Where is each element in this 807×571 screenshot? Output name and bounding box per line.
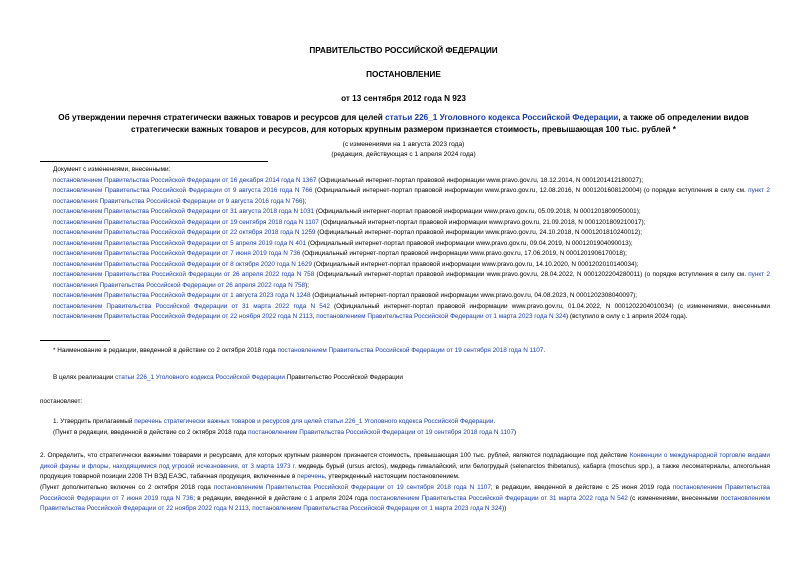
paragraph-text: , <box>248 505 253 512</box>
amendment-link[interactable]: постановлением Правительства Российской Федерации от 19 сентября 2018 года N 1107 <box>213 484 491 491</box>
change-item <box>53 270 770 291</box>
change-link-secondary[interactable]: пункт 2 постановления Правительства Российской Федерации от 26 апреля 2022 года N 758 <box>53 271 770 289</box>
change-text: (Официальный интернет-портал правовой информации www.pravo.gov.ru, 09.04.2019, N 0001201904090013); <box>306 239 633 247</box>
change-text: (Официальный интернет-портал правовой информации www.pravo.gov.ru, 17.06.2019, N 0001201906170018); <box>300 250 627 257</box>
change-text: , <box>312 313 317 320</box>
divider-top <box>40 161 268 162</box>
title-link-article[interactable]: статьи 226_1 Уголовного кодекса Российской Федерации <box>385 113 619 122</box>
change-link[interactable]: постановлением Правительства Российской Федерации от 22 октября 2018 года N 1259 <box>53 229 316 236</box>
changes-block <box>53 165 770 323</box>
change-text: (Официальный интернет-портал правовой информации www.pravo.gov.ru, 28.04.2022, N 0001202204280011) (о порядке вступления в силу см. <box>314 271 749 278</box>
list-link[interactable]: перечень <box>297 473 325 480</box>
change-text: (Официальный интернет-портал правовой информации www.pravo.gov.ru, 14.10.2020, N 0001202010140034); <box>311 260 639 268</box>
change-link[interactable]: постановлением Правительства Российской Федерации от 19 сентября 2018 года N 1107 <box>53 218 319 226</box>
change-text: (Официальный интернет-портал правовой информации www.pravo.gov.ru, 01.04.2022, N 0001202204010034) (с изменениями, внесенными <box>329 302 770 310</box>
change-text: (Официальный интернет-портал правовой информации www.pravo.gov.ru, 05.09.2018, N 0001201809050001); <box>314 208 641 215</box>
paragraph-text: . <box>493 418 496 425</box>
paragraph-text: медведь бурый (ursus arctos), медведь гималайский, или белогрудый (selenarctos thibetanus), кабарга (moschus spp.), а также лесоматериалы, алкогольная продукция товарной позиции 2208 ТН ВЭД ЕАЭС, табачная продукция, включенные в <box>40 462 770 480</box>
change-link[interactable]: постановлением Правительства Российской Федерации от 7 июня 2019 года N 736 <box>53 250 301 257</box>
amendment-link[interactable]: постановлением Правительства Российской Федерации от 1 марта 2023 года N 324 <box>252 505 502 512</box>
change-link[interactable]: постановлением Правительства Российской Федерации от 26 апреля 2022 года N 758 <box>53 271 315 278</box>
amendment-note: (с изменениями на 1 августа 2023 года) <box>342 141 465 148</box>
footnote-text: * Наименование в редакции, введенной в действие со 2 октября 2018 года <box>53 347 278 354</box>
change-text: (Официальный интернет-портал правовой информации www.pravo.gov.ru, 24.10.2018, N 0001201810240012); <box>315 229 643 236</box>
change-item <box>53 228 770 239</box>
paragraph-text: ) <box>514 429 517 436</box>
footnote-link[interactable]: постановлением Правительства Российской Федерации от 19 сентября 2018 года N 1107 <box>277 347 544 354</box>
paragraph-text: В целях реализации <box>53 374 116 381</box>
footnote-text: . <box>543 347 546 354</box>
change-link[interactable]: постановлением Правительства Российской Федерации от 8 октября 2020 года N 1629 <box>53 260 312 268</box>
change-item <box>53 291 770 302</box>
change-link[interactable]: постановлением Правительства Российской Федерации от 9 августа 2016 года N 766 <box>53 187 313 194</box>
change-link-secondary[interactable]: постановлением Правительства Российской Федерации от 22 ноября 2022 года N 2113 <box>53 313 313 320</box>
change-link[interactable]: постановлением Правительства Российской Федерации от 5 апреля 2019 года N 401 <box>53 239 307 247</box>
paragraph-text: (с изменениями, внесенными <box>627 494 721 502</box>
change-text: (Официальный интернет-портал правовой информации www.pravo.gov.ru, 18.12.2014, N 0001201412180027); <box>316 176 644 184</box>
convention-link[interactable]: Конвенции о международной торговле видами дикой фауны и флоры, находящимися под угрозой исчезновения, от 3 марта 1973 г. <box>40 452 770 470</box>
article-link[interactable]: статьи 226_1 Уголовного кодекса Российской Федерации <box>115 374 285 381</box>
amendment-link[interactable]: постановлением Правительства Российской Федерации от 7 июня 2019 года N 736 <box>40 484 770 502</box>
paragraph-2 <box>40 451 770 483</box>
change-link-secondary[interactable]: постановлением Правительства Российской Федерации от 1 марта 2023 года N 324 <box>316 313 567 320</box>
paragraph-text: )) <box>501 505 507 512</box>
change-link[interactable]: постановлением Правительства Российской Федерации от 16 декабря 2014 года N 1367 <box>53 176 317 184</box>
change-item <box>53 249 770 260</box>
paragraph-text: ; в редакции, введенной в действие с 1 апреля 2024 года <box>193 494 370 502</box>
paragraph-1-note <box>53 428 770 439</box>
change-item <box>53 218 770 229</box>
org-heading: ПРАВИТЕЛЬСТВО РОССИЙСКОЙ ФЕДЕРАЦИИ <box>309 46 498 55</box>
change-link-secondary[interactable]: пункт 2 постановления Правительства Российской Федерации от 9 августа 2016 года N 766 <box>53 187 770 205</box>
footnote-divider <box>40 340 110 341</box>
change-item <box>53 186 770 207</box>
change-item <box>53 239 770 250</box>
paragraph-text: Правительство Российской Федерации <box>284 374 403 381</box>
edition-note: (редакция, действующая с 1 апреля 2024 года) <box>331 151 476 158</box>
paragraph-text: (Пункт дополнительно включен со 2 октября 2018 года <box>40 484 214 491</box>
paragraph-text: 1. Утвердить прилагаемый <box>53 418 135 425</box>
change-item <box>53 176 770 187</box>
change-text: ) (вступило в силу с 1 апреля 2024 года). <box>566 313 688 320</box>
change-item <box>53 302 770 323</box>
paragraph-2-note <box>40 483 770 515</box>
change-text: (Официальный интернет-портал правовой информации www.pravo.gov.ru, 12.08.2016, N 0001201608120004) (о порядке вступления в силу см. <box>312 187 749 194</box>
change-link[interactable]: постановлением Правительства Российской Федерации от 31 марта 2022 года N 542 <box>53 302 330 310</box>
change-link[interactable]: постановлением Правительства Российской Федерации от 1 августа 2023 года N 1248 <box>53 292 311 299</box>
footnote <box>53 346 770 357</box>
paragraph-purpose <box>53 373 770 384</box>
title-text-a: Об утверждении перечня стратегически важных товаров и ресурсов для целей <box>58 113 386 122</box>
changes-intro: Документ с изменениями, внесенными: <box>53 166 171 173</box>
title-text-b: , а также об определении видов стратегически важных товаров и ресурсов, для которых крупным размером признается стоимость, превышающая 100 тыс. рублей * <box>131 113 749 134</box>
change-text: (Официальный интернет-портал правовой информации www.pravo.gov.ru, 04.08.2023, N 0001202308040097); <box>310 292 638 299</box>
paragraph-text: , утвержденный настоящим постановлением. <box>324 473 460 480</box>
change-text: ); <box>302 197 307 205</box>
change-link[interactable]: постановлением Правительства Российской Федерации от 31 августа 2018 года N 1031 <box>53 208 315 215</box>
change-text: (Официальный интернет-портал правовой информации www.pravo.gov.ru, 21.09.2018, N 0001201809210017); <box>318 218 646 226</box>
paragraph-text: 2. Определить, что стратегически важными товарами и ресурсами, для которых крупным размером признается стоимость, превышающая 100 тыс. рублей, являются подпадающие под действие <box>40 452 630 459</box>
change-item <box>53 260 770 271</box>
list-link[interactable]: перечень стратегически важных товаров и ресурсов для целей статьи 226_1 Уголовного кодекса Российской Федерации <box>134 418 494 425</box>
document-title <box>40 112 767 136</box>
amendment-link[interactable]: постановлением Правительства Российской Федерации от 19 сентября 2018 года N 1107 <box>248 429 515 436</box>
doctype-heading: ПОСТАНОВЛЕНИЕ <box>366 70 441 79</box>
amendment-link[interactable]: постановлением Правительства Российской Федерации от 22 ноября 2022 года N 2113 <box>40 494 770 512</box>
change-item <box>53 207 770 218</box>
amendment-link[interactable]: постановлением Правительства Российской Федерации от 31 марта 2022 года N 542 <box>369 494 628 502</box>
paragraph-1 <box>53 417 770 428</box>
change-text: ); <box>305 281 310 289</box>
date-heading: от 13 сентября 2012 года N 923 <box>341 94 466 103</box>
paragraph-text: ; в редакции, введенной в действие с 25 июня 2019 года <box>490 484 673 491</box>
paragraph-resolves: постановляет: <box>40 398 83 405</box>
paragraph-text: (Пункт в редакции, введенной в действие со 2 октября 2018 года <box>53 429 249 436</box>
